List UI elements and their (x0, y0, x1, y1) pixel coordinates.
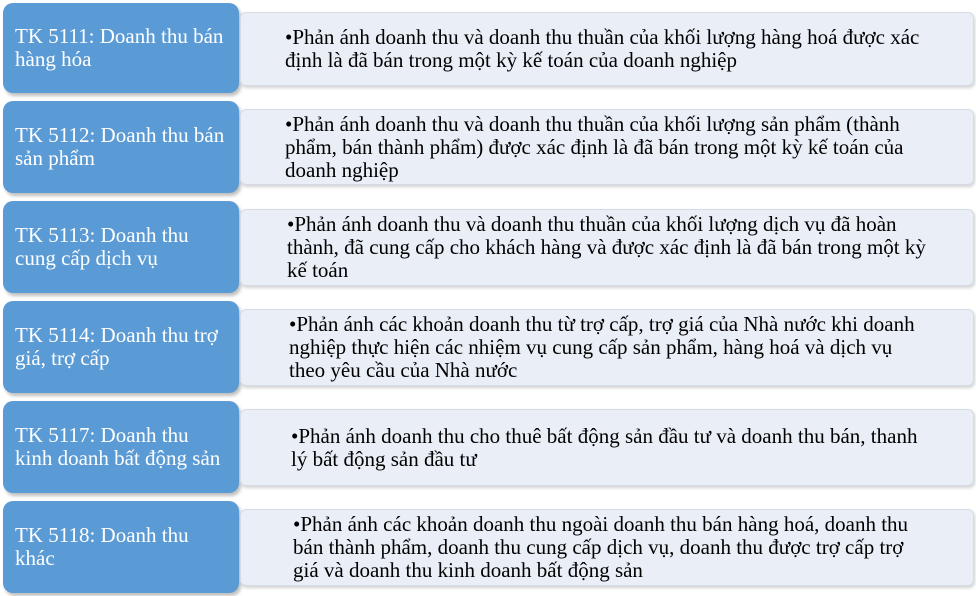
account-description-box (240, 309, 974, 386)
account-description-box (240, 209, 974, 286)
account-label-box (3, 501, 239, 593)
account-label-box (3, 301, 239, 393)
account-description: •Phản ánh doanh thu cho thuê bất động sản đầu tư và doanh thu bán, thanh lý bất động sản đầu tư (291, 423, 918, 471)
account-description: •Phản ánh doanh thu và doanh thu thuần của khối lượng hàng hoá được xác định là đã bán trong một kỳ kế toán của doanh nghiệp (285, 25, 920, 72)
account-description-box (240, 109, 974, 185)
account-label-box (3, 401, 239, 493)
account-label: TK 5117: Doanh thu kinh doanh bất động sản (15, 423, 221, 470)
account-description-box (240, 12, 974, 86)
account-description: •Phản ánh doanh thu và doanh thu thuần của khối lượng dịch vụ đã hoàn thành, đã cung cấp cho khách hàng và được xác định là đã bán trong một kỳ kế toán (287, 212, 926, 282)
account-description: •Phản ánh doanh thu và doanh thu thuần của khối lượng sản phẩm (thành phẩm, bán thành phẩm) được xác định là đã bán trong một kỳ kế toán của doanh nghiệp (285, 111, 904, 182)
account-label: TK 5114: Doanh thu trợ giá, trợ cấp (15, 323, 218, 370)
account-label-box (3, 3, 239, 93)
account-description-box (240, 509, 974, 586)
account-label-box (3, 201, 239, 293)
account-description: •Phản ánh các khoản doanh thu ngoài doanh thu bán hàng hoá, doanh thu bán thành phẩm, doanh thu cung cấp dịch vụ, doanh thu được trợ cấp trợ giá và doanh thu kinh doanh bất động sản (293, 512, 909, 582)
account-label: TK 5118: Doanh thu khác (15, 523, 189, 570)
account-description: •Phản ánh các khoản doanh thu từ trợ cấp, trợ giá của Nhà nước khi doanh nghiệp thực hiện các nhiệm vụ cung cấp sản phẩm, hàng hoá và dịch vụ theo yêu cầu của Nhà nước (289, 312, 915, 382)
account-label: TK 5113: Doanh thu cung cấp dịch vụ (15, 223, 189, 270)
account-label: TK 5111: Doanh thu bán hàng hóa (15, 24, 224, 71)
account-label: TK 5112: Doanh thu bán sản phẩm (15, 123, 225, 170)
account-description-box (240, 409, 974, 486)
account-label-box (3, 101, 239, 193)
